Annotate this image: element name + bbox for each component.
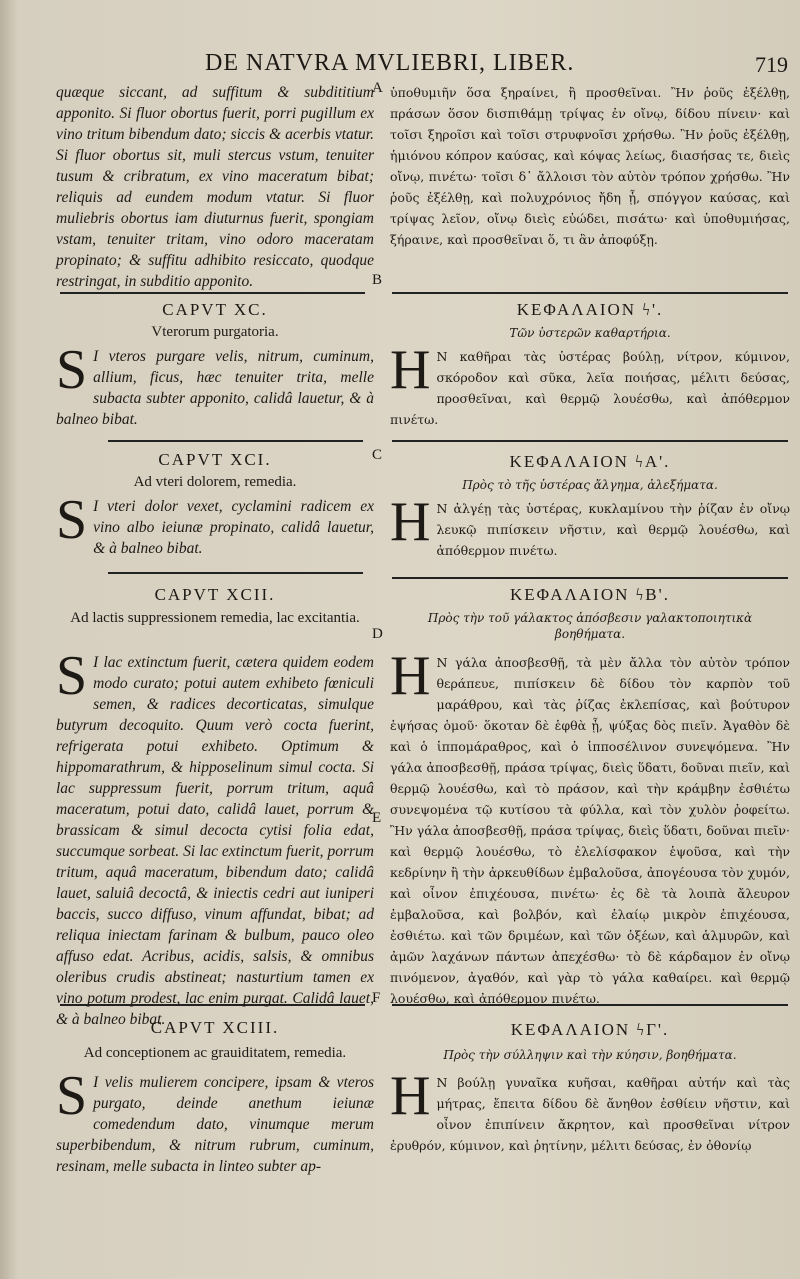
caput-subtitle: Vterorum purgatoria. <box>151 324 279 340</box>
greek-text: H Ν γάλα ἀποσβεσθῇ, τὰ μὲν ἄλλα τὸν αὐτὸν τρόπον θεράπευε, πιπίσκειν δὲ δίδου τὸν καρπὸν τοῦ μαράθρου, καὶ τὰς ῥίζας ἐκλεπίσας, καὶ βούτυρον ἑψήσας ὁμοῦ· ὅκοταν δὲ ἑφθὰ ᾖ, ψύξας δὸς πιεῖν. Ἀγαθὸν δὲ καὶ ὁ ἱππομάραθρος, καὶ ὁ ἱπποσέλινον συνεψόμενα. Ἢν γάλα ἀποσβεσθῇ, πράσα τρίψας, διεὶς ὕδατι, δοῦναι πιεῖν, καὶ θερμῷ λουέσθω, καὶ τὸ πράσον, καὶ τὴν κράμβην ἐσθιέτω συνεψομένα τῷ κυτίσου τὰ φύλλα, καὶ τὸν χυλὸν ῥοφείτω. Ἢν γάλα ἀποσβεσθῇ, πράσα τρίψας, διεὶς ὕδατι, δοῦναι πιεῖν· καὶ θερμῷ λουέσθω, τὸ ἐλελίσφακον ἑψοῦσα, καὶ τὴν κεδρίνην ἢ τὴν ἀρκευθίδων ἐμβαλοῦσα, ἀπογέουσα τὸν χυμόν, καὶ οἶνον ἐπιχέουσα, πινέτω· ἐς δὲ τὰ λοιπὰ ἄλευρον ἐμβαλοῦσα, καὶ βολβόν, καὶ ἐλαίῳ μικρὸν ἐπιχέουσα, ἐσθιέτω. καὶ τῶν δριμέων, καὶ τῶν ὀξέων, καὶ ἁλμυρῶν, καὶ ἀμῶν λαχάνων πάντων ἀπεχέσθω· τὸ δὲ κάρδαμον ἐν οἴνῳ πινόμενον, ἀγαθόν, καὶ γὰρ τὸ γάλα καθαίρει. καὶ θερμῷ λουέσθω, καὶ ἀπόθερμον πινέτω. <box>390 645 790 1006</box>
drop-cap: S <box>56 339 88 401</box>
drop-cap: H <box>390 339 431 401</box>
page-number: 719 <box>755 52 788 77</box>
margin-letter: C <box>372 447 383 463</box>
kephalaion-subtitle: Τῶν ὑστερῶν καθαρτήρια. <box>509 326 671 340</box>
kephalaion-title: ΚΕΦΑΛΑΙΟΝ ϟΒ'. <box>510 585 670 604</box>
caput-subtitle: Ad vteri dolorem, remedia. <box>133 474 297 490</box>
drop-cap: H <box>390 645 431 707</box>
kephalaion-subtitle: Πρὸς τὴν σύλληψιν καὶ τὴν κύησιν, βοηθήματα. <box>443 1048 737 1062</box>
drop-cap: H <box>390 1065 431 1127</box>
section-rule <box>108 572 363 574</box>
margin-letter: F <box>372 990 381 1006</box>
latin-continuation: quæque siccant, ad suffitum & subdititium apponito. Si fluor obortus fuerit, porri pugillum ex vino tritum bibendum dato; siccis & acerbis vtatur. Si fluor obortus sit, muli stercus vstum, tenuiter tusum & cribratum, ex vino maceratum bibat; reliquis ad eundem modum vtatur. Si fluor muliebris obortus iam diuturnus fuerit, spongiam vstam, tenuiter tritam, vino odoro maceratam propinato; & suffitu adhibito resiccato, quodque restringat, in subditio apponito. <box>56 84 374 290</box>
greek-text: H Ν ἀλγέῃ τὰς ὑστέρας, κυκλαμίνου τὴν ῥίζαν ἐν οἴνῳ λευκῷ πιπίσκειν νῆστιν, καὶ θερμῷ λουέσθω, καὶ ἀπόθερμον πινέτω. <box>390 491 790 558</box>
caput-title: CAPVT XC. <box>162 300 268 319</box>
latin-text: S I vteri dolor vexet, cyclamini radicem ex vino albo ieiunæ propinato, calidâ lauetur, & à balneo bibat. <box>56 489 374 557</box>
drop-cap: S <box>56 1065 88 1127</box>
caput-title: CAPVT XCIII. <box>150 1018 280 1037</box>
section-rule <box>392 577 788 579</box>
section-rule <box>392 440 788 442</box>
drop-cap: S <box>56 645 88 707</box>
latin-text: S I vteros purgare velis, nitrum, cuminum, allium, ficus, hæc tenuiter trita, melle subacta subter apponito, calidâ lauetur, & à balneo bibat. <box>56 339 374 428</box>
latin-text: S I velis mulierem concipere, ipsam & vteros purgato, deinde anethum ieiunæ comedendum dato, vinumque merum superbibendum, & nitrum rubrum, cuminum, resinam, melle subacta in linteo subter ap- <box>56 1065 374 1175</box>
section-rule <box>60 292 365 294</box>
section-rule <box>392 292 788 294</box>
margin-letter: D <box>372 626 383 642</box>
greek-text: H Ν καθῆραι τὰς ὑστέρας βούλῃ, νίτρον, κύμινον, σκόροδον καὶ σῦκα, λεῖα ποιήσας, μέλιτι δεύσας, προσθεῖναι, καὶ θερμῷ λουέσθω, καὶ ἀπόθερμον πινέτω. <box>390 339 790 427</box>
drop-cap: H <box>390 491 431 553</box>
margin-letter: A <box>372 80 383 96</box>
latin-text: S I lac extinctum fuerit, cætera quidem eodem modo curato; potui autem exhibeto fœniculi semen, & radices decorticatas, simulque butyrum decoquito. Quum verò cocta fuerint, refrigerata potui exhibeto. Optimum & hippomarathrum, & hipposelinum simul cocta. Si lac suppressum fuerit, porrum tritum, aquâ maceratum, potui dato, calidâ lauet, porrum & brassicam & simul decocta cytisi folia edat, succumque sorbeat. Si lac extinctum fuerit, porrum tritum, aquâ maceratum, bibendum dato; calidâ lauet, saluiâ decoctâ, & iniectis cedri aut iuniperi baccis, succo diffuso, vinum affundat, bibat; ad reliqua iniectam farinam & bulbum, pauco oleo affuso edat. Acribus, acidis, salsis, & omnibus oleribus crudis abstineat; nasturtium tamen ex vino potum prodest, lac enim purgat. Calidâ lauet, & à balneo bibat. <box>56 645 374 1028</box>
section-rule <box>108 440 363 442</box>
caput-title: CAPVT XCII. <box>154 585 276 604</box>
running-header: DE NATVRA MVLIEBRI, LIBER. <box>205 50 575 76</box>
kephalaion-title: ΚΕΦΑΛΑΙΟΝ ϟΑ'. <box>509 452 671 471</box>
drop-cap: S <box>56 489 88 551</box>
caput-subtitle: Ad lactis suppressionem remedia, lac excitantia. <box>70 610 360 626</box>
greek-continuation: ὑποθυμιῆν ὅσα ξηραίνει, ἢ προσθεῖναι. Ἢν ῥοῦς ἐξέλθῃ, πράσων ὅσον δισπιθάμῃ τρίψας ἐν οἴνῳ, δίδου πίνειν· καὶ τοῖσι ξηροῖσι καὶ τοῖσι στρυφνοῖσι χρήσθω. Ἢν ῥοῦς ἐξέλθῃ, ἡμιόνου κόπρον καύσας, καὶ κόψας λείως, διασήσας τε, διεὶς οἴνῳ, πινέτω· τοῖσι δ᾽ ἄλλοισι τὸν αὐτὸν τρόπον χρήσθω. Ἢν ῥοῦς ἐξέλθῃ, καὶ πολυχρόνιος ἤδη ᾖ, σπόγγον καύσας, καὶ τρίψας λεῖον, οἴνῳ διεὶς εὐώδει, πισάτω· καὶ ὑποθυμιήσας, ξήραινε, καὶ προσθεῖναι ὅ, τι ἂν ἀποφύξῃ. <box>390 85 790 247</box>
kephalaion-subtitle: Πρὸς τὴν τοῦ γάλακτος ἀπόσβεσιν γαλακτοποιητικὰ βοηθήματα. <box>427 611 753 641</box>
kephalaion-title: ΚΕΦΑΛΑΙΟΝ ϟΓ'. <box>510 1020 670 1039</box>
margin-letter: E <box>372 810 382 826</box>
kephalaion-subtitle: Πρὸς τὸ τῆς ὑστέρας ἄλγημα, ἀλεξήματα. <box>462 478 718 492</box>
margin-letter: B <box>372 272 383 288</box>
greek-text: H Ν βούλῃ γυναῖκα κυῆσαι, καθῆραι αὐτήν καὶ τὰς μήτρας, ἔπειτα δίδου δὲ ἄνηθον ἐσθίειν νῆστιν, καὶ οἶνον ἐπιπίνειν ἄκρητον, καὶ προσθεῖναι νίτρον ἐρυθρόν, κύμινον, καὶ ῥητίνην, μέλιτι δεύσας, ἐν ὀθονίῳ <box>390 1065 790 1153</box>
caput-title: CAPVT XCI. <box>158 450 272 469</box>
kephalaion-title: ΚΕΦΑΛΑΙΟΝ ϟ'. <box>516 300 664 319</box>
caput-subtitle: Ad conceptionem ac grauiditatem, remedia. <box>83 1045 347 1061</box>
